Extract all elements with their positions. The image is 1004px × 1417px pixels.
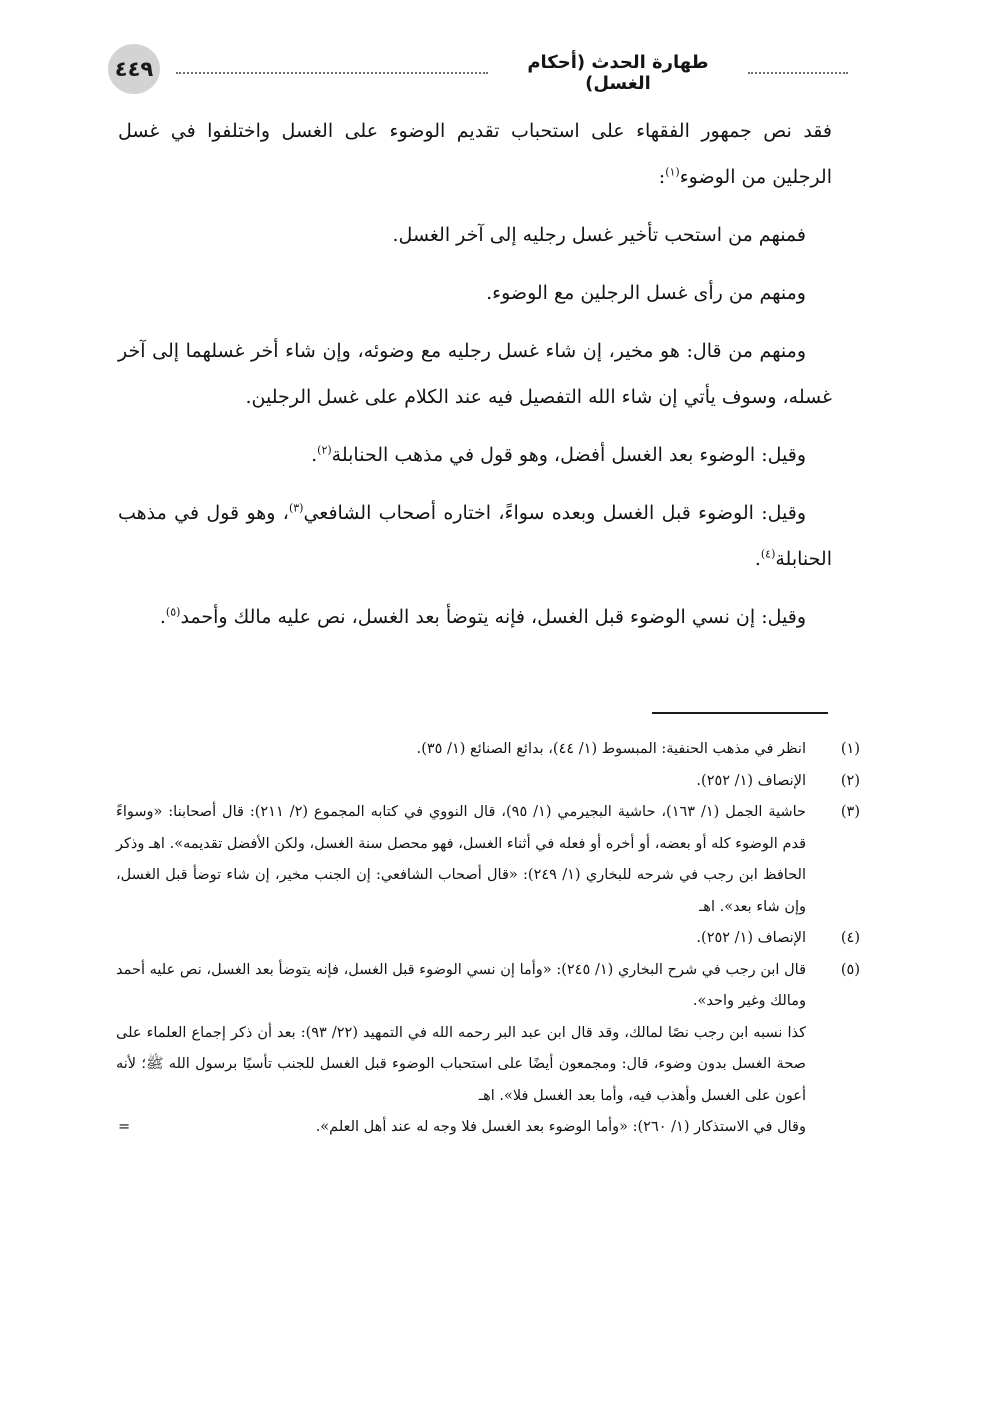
paragraph-6-text-a: وقيل: الوضوء قبل الغسل وبعده سواءً، اختاره أصحاب الشافعي xyxy=(303,502,807,524)
footnote-1-text: انظر في مذهب الحنفية: المبسوط (١/ ٤٤)، بدائع الصنائع (١/ ٣٥). xyxy=(416,741,806,757)
footnote-2-text: الإنصاف (١/ ٢٥٢). xyxy=(696,772,806,789)
paragraph-7 xyxy=(118,594,832,640)
footnotes xyxy=(116,734,860,1144)
paragraph-1-punct: : xyxy=(658,166,666,188)
paragraph-6-text-b: ، وهو قول في مذهب الحنابلة xyxy=(118,502,832,570)
paragraph-6 xyxy=(118,490,832,582)
paragraph-5-text: وقيل: الوضوء بعد الغسل أفضل، وهو قول في مذهب الحنابلة xyxy=(331,444,806,466)
continuation-mark: = xyxy=(118,1119,131,1135)
footnote-ref-4[interactable]: (٤) xyxy=(760,547,776,561)
paragraph-4: ومنهم من قال: هو مخير، إن شاء غسل رجليه مع وضوئه، وإن شاء أخر غسلهما إلى آخر غسله، وسوف يأتي إن شاء الله التفصيل فيه عند الكلام على غسل الرجلين. xyxy=(118,340,832,408)
paragraph-6-punct: . xyxy=(754,548,761,570)
footnote-ref-1[interactable]: (١) xyxy=(665,165,680,179)
page-number: ٤٤٩ xyxy=(108,44,160,94)
header-leader-dots-right xyxy=(748,72,848,74)
paragraph-1 xyxy=(118,108,832,200)
header-leader-dots-left xyxy=(176,72,488,74)
footnote-1-number: (١) xyxy=(840,741,860,757)
footnote-3-text: حاشية الجمل (١/ ١٦٣)، حاشية البجيرمي (١/ ٩٥)، قال النووي في كتابه المجموع (٢/ ٢١١): قال أصحابنا: «وسواءً قدم الوضوء كله أو بعضه، أو أخره أو فعله في أثناء الغسل، فهو محصل سنة الغسل، ولكن الأفضل تقديمه». اهـ وذكر الحافظ ابن رجب في شرحه للبخاري (١/ ٢٤٩): «قال أصحاب الشافعي: إن الجنب مخير، إن شاء توضأ قبل الغسل، وإن شاء بعد». اهـ xyxy=(116,804,807,915)
running-title: طهارة الحدث (أحكام الغسل) xyxy=(527,52,709,94)
footnote-ref-3[interactable]: (٣) xyxy=(288,501,304,515)
footnote-3 xyxy=(116,797,860,923)
paragraph-1-text: فقد نص جمهور الفقهاء على استحباب تقديم الوضوء على الغسل واختلفوا في غسل الرجلين من الوضوء xyxy=(118,120,832,188)
footnote-5 xyxy=(116,955,860,1018)
paragraph-5 xyxy=(118,432,832,478)
footnote-5-text: قال ابن رجب في شرح البخاري (١/ ٢٤٥): «وأما إن نسي الوضوء قبل الغسل، فإنه يتوضأ بعد الغسل، نص عليه أحمد ومالك وغير واحد». xyxy=(116,961,806,1009)
footnote-4 xyxy=(116,923,860,955)
paragraph-3: ومنهم من رأى غسل الرجلين مع الوضوء. xyxy=(486,282,806,304)
paragraph-7-text: وقيل: إن نسي الوضوء قبل الغسل، فإنه يتوضأ بعد الغسل، نص عليه مالك وأحمد xyxy=(180,606,806,628)
footnote-4-text: الإنصاف (١/ ٢٥٢). xyxy=(696,930,806,946)
main-text xyxy=(118,108,832,652)
footnote-2 xyxy=(116,766,860,798)
footnote-5-paragraph-3 xyxy=(116,1112,860,1144)
paragraph-5-punct: . xyxy=(311,444,318,466)
footnote-ref-2[interactable]: (٢) xyxy=(317,443,332,457)
page-header xyxy=(108,44,848,94)
paragraph-7-punct: . xyxy=(159,606,166,628)
footnote-ref-5[interactable]: (٥) xyxy=(165,605,181,619)
footnote-4-number: (٤) xyxy=(840,930,860,946)
footnote-5-paragraph-3-text: وقال في الاستذكار (١/ ٢٦٠): «وأما الوضوء بعد الغسل فلا وجه له عند أهل العلم». xyxy=(315,1119,806,1135)
paragraph-2: فمنهم من استحب تأخير غسل رجليه إلى آخر الغسل. xyxy=(392,224,806,246)
footnote-1 xyxy=(116,734,860,766)
footnote-separator xyxy=(652,712,828,714)
footnote-5-paragraph-2: كذا نسبه ابن رجب نصًا لمالك، وقد قال ابن عبد البر رحمه الله في التمهيد (٢٢/ ٩٣): بعد أن ذكر إجماع العلماء على صحة الغسل بدون وضوء، قال: ومجمعون أيضًا على استحباب الوضوء قبل الغسل للجنب تأسيًا برسول الله ﷺ؛ لأنه أعون على الغسل وأهذب فيه، وأما بعد الغسل فلا». اهـ xyxy=(116,1024,806,1104)
footnote-3-number: (٣) xyxy=(840,804,860,820)
footnote-5-number: (٥) xyxy=(840,961,860,978)
footnote-2-number: (٢) xyxy=(840,772,860,789)
